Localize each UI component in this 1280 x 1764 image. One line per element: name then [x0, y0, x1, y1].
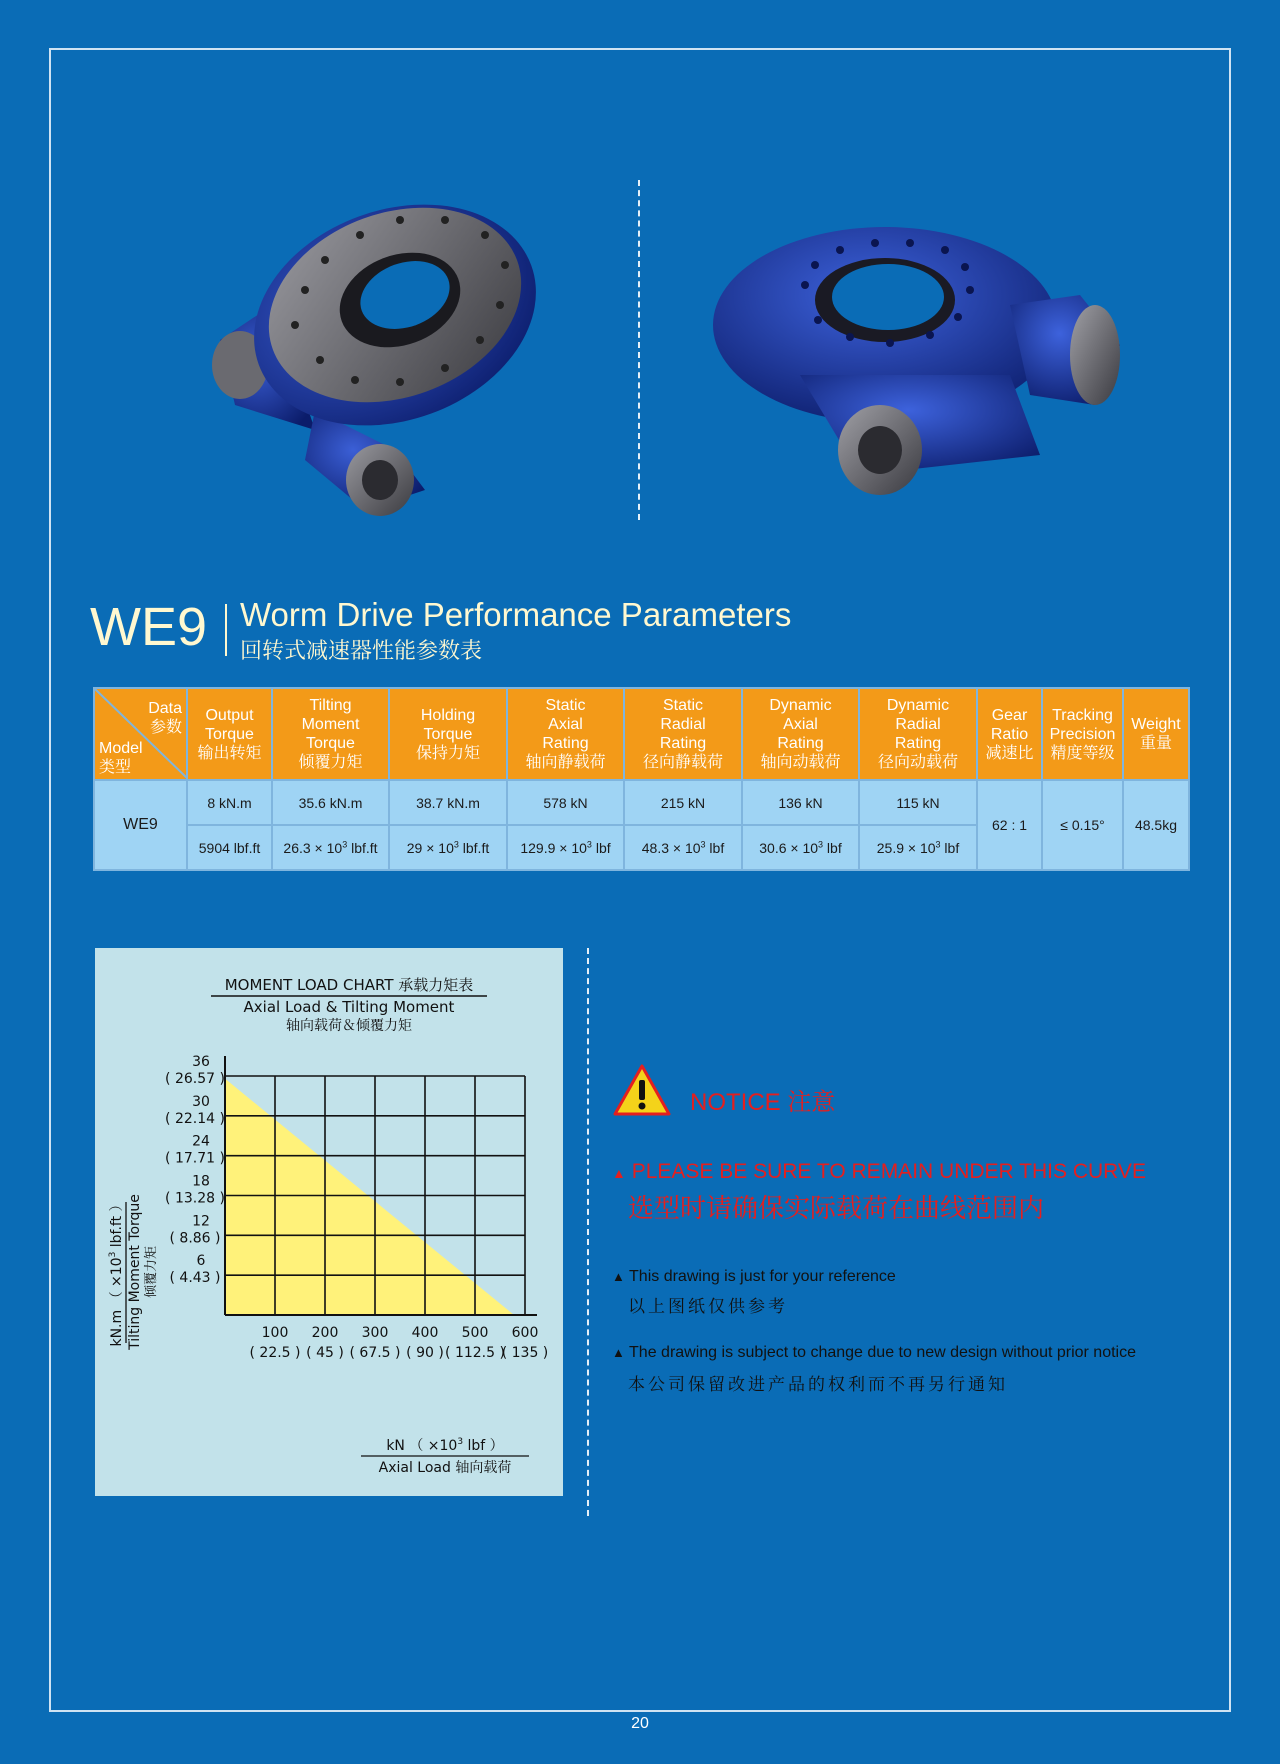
- x-tick-label: 600: [511, 1325, 539, 1341]
- x-tick-label: 300: [361, 1325, 389, 1341]
- cell-metric: 136 kN: [742, 780, 859, 825]
- y-tick-label-imperial: ( 13.28 ): [165, 1190, 225, 1207]
- y-tick-label: 18: [192, 1173, 210, 1190]
- moment-load-chart-panel: [95, 948, 563, 1496]
- y-tick-label-imperial: ( 8.86 ): [169, 1230, 221, 1247]
- cell-imperial: $30.6 \times 10^3$ lbf: [742, 825, 859, 870]
- x-tick-label-imperial: ( 112.5 ): [445, 1345, 505, 1361]
- y-axis-units: kN.m （ $\times 10^3$ lbf.ft ）: [108, 1197, 125, 1347]
- reference-note-cn: 以上图纸仅供参考: [628, 1297, 788, 1316]
- x-tick-label-imperial: ( 135 ): [501, 1345, 549, 1361]
- header-tilting-moment: Tilting Moment Torque 倾覆力矩: [272, 688, 389, 780]
- load-curve-area: [225, 1079, 514, 1315]
- corner-data-label-cn: 参数: [149, 719, 182, 736]
- header-holding-torque: Holding Torque 保持力矩: [389, 688, 507, 780]
- x-tick-label: 200: [311, 1325, 339, 1341]
- header-static-axial: Static Axial Rating 轴向静载荷: [507, 688, 624, 780]
- cell-precision: ≤ 0.15°: [1042, 780, 1123, 870]
- x-tick-label: 400: [411, 1325, 439, 1341]
- cell-weight: 48.5kg: [1123, 780, 1189, 870]
- y-axis-label: Tilting Moment Torque: [127, 1194, 143, 1350]
- cell-imperial: 5904 lbf.ft: [187, 825, 272, 870]
- header-tracking-precision: Tracking Precision 精度等级: [1042, 688, 1123, 780]
- x-axis-units: kN （ $\times 10^3$ lbf ）: [386, 1437, 504, 1454]
- corner-data-label: Data: [148, 700, 182, 717]
- cell-imperial: $48.3 \times 10^3$ lbf: [624, 825, 742, 870]
- x-tick-label-imperial: ( 22.5 ): [249, 1345, 301, 1361]
- header-dynamic-radial: Dynamic Radial Rating 径向动载荷: [859, 688, 977, 780]
- cell-metric: 8 kN.m: [187, 780, 272, 825]
- cell-metric: 115 kN: [859, 780, 977, 825]
- x-tick-label-imperial: ( 67.5 ): [349, 1345, 401, 1361]
- table-row-metric: [94, 780, 1189, 825]
- x-tick-label-imperial: ( 45 ): [306, 1345, 344, 1361]
- product-image-back: [710, 225, 1130, 515]
- cell-model: WE9: [94, 780, 187, 870]
- spec-table: [93, 687, 1190, 871]
- cell-gear-ratio: 62 : 1: [977, 780, 1042, 870]
- y-tick-label-imperial: ( 22.14 ): [165, 1110, 225, 1127]
- y-tick-label: 30: [192, 1093, 210, 1110]
- y-tick-label: 6: [196, 1253, 206, 1270]
- reference-note: ▲ This drawing is just for your reference: [612, 1268, 896, 1285]
- page-title: Worm Drive Performance Parameters: [240, 596, 792, 633]
- cell-imperial: $25.9 \times 10^3$ lbf: [859, 825, 977, 870]
- y-tick-label-imperial: ( 26.57 ): [165, 1071, 225, 1087]
- chart-subtitle: Axial Load & Tilting Moment: [243, 998, 455, 1016]
- header-static-radial: Static Radial Rating 径向静载荷: [624, 688, 742, 780]
- page-number: 20: [631, 1715, 649, 1732]
- warning-text: ▲ PLEASE BE SURE TO REMAIN UNDER THIS CURVE: [612, 1160, 1146, 1183]
- corner-header: [94, 688, 187, 780]
- warning-text-cn: 选型时请确保实际载荷在曲线范围内: [628, 1193, 1045, 1223]
- y-axis-label-cn: 倾覆力矩: [144, 1245, 159, 1299]
- moment-load-chart: [95, 948, 563, 1496]
- x-tick-label-imperial: ( 90 ): [406, 1345, 444, 1361]
- warning-icon: [612, 1063, 672, 1118]
- corner-model-label-cn: 类型: [99, 759, 132, 776]
- cell-metric: 215 kN: [624, 780, 742, 825]
- x-tick-label: 100: [261, 1325, 289, 1341]
- table-header-row: [94, 688, 1189, 780]
- page-title-cn: 回转式减速器性能参数表: [240, 638, 483, 663]
- heading-divider: [225, 604, 227, 656]
- x-tick-label: 500: [461, 1325, 489, 1341]
- y-tick-label: 24: [192, 1133, 210, 1150]
- header-weight: Weight 重量: [1123, 688, 1189, 780]
- product-image-front: [195, 190, 555, 520]
- x-axis-label: Axial Load 轴向载荷: [378, 1460, 512, 1476]
- y-tick-label-imperial: ( 4.43 ): [169, 1270, 221, 1287]
- cell-metric: 38.7 kN.m: [389, 780, 507, 825]
- corner-model-label: Model: [99, 740, 143, 757]
- model-heading: WE9: [90, 597, 208, 657]
- cell-metric: 35.6 kN.m: [272, 780, 389, 825]
- notice-title: NOTICE 注意: [690, 1089, 836, 1116]
- header-gear-ratio: Gear Ratio 减速比: [977, 688, 1042, 780]
- header-output-torque: Output Torque 输出转矩: [187, 688, 272, 780]
- image-divider: [638, 180, 640, 520]
- y-tick-label: 36: [192, 1054, 210, 1070]
- header-dynamic-axial: Dynamic Axial Rating 轴向动载荷: [742, 688, 859, 780]
- change-note-cn: 本公司保留改进产品的权利而不再另行通知: [628, 1375, 1008, 1394]
- y-tick-label-imperial: ( 17.71 ): [165, 1150, 225, 1167]
- cell-imperial: $29 \times 10^3$ lbf.ft: [389, 825, 507, 870]
- cell-imperial: $129.9 \times 10^3$ lbf: [507, 825, 624, 870]
- change-note: ▲ The drawing is subject to change due to new design without prior notice: [612, 1344, 1136, 1361]
- chart-divider: [587, 948, 589, 1516]
- cell-imperial: $26.3 \times 10^3$ lbf.ft: [272, 825, 389, 870]
- cell-metric: 578 kN: [507, 780, 624, 825]
- y-tick-label: 12: [192, 1213, 210, 1230]
- chart-subtitle-cn: 轴向载荷＆倾覆力矩: [286, 1018, 412, 1034]
- chart-title: MOMENT LOAD CHART 承载力矩表: [224, 976, 474, 994]
